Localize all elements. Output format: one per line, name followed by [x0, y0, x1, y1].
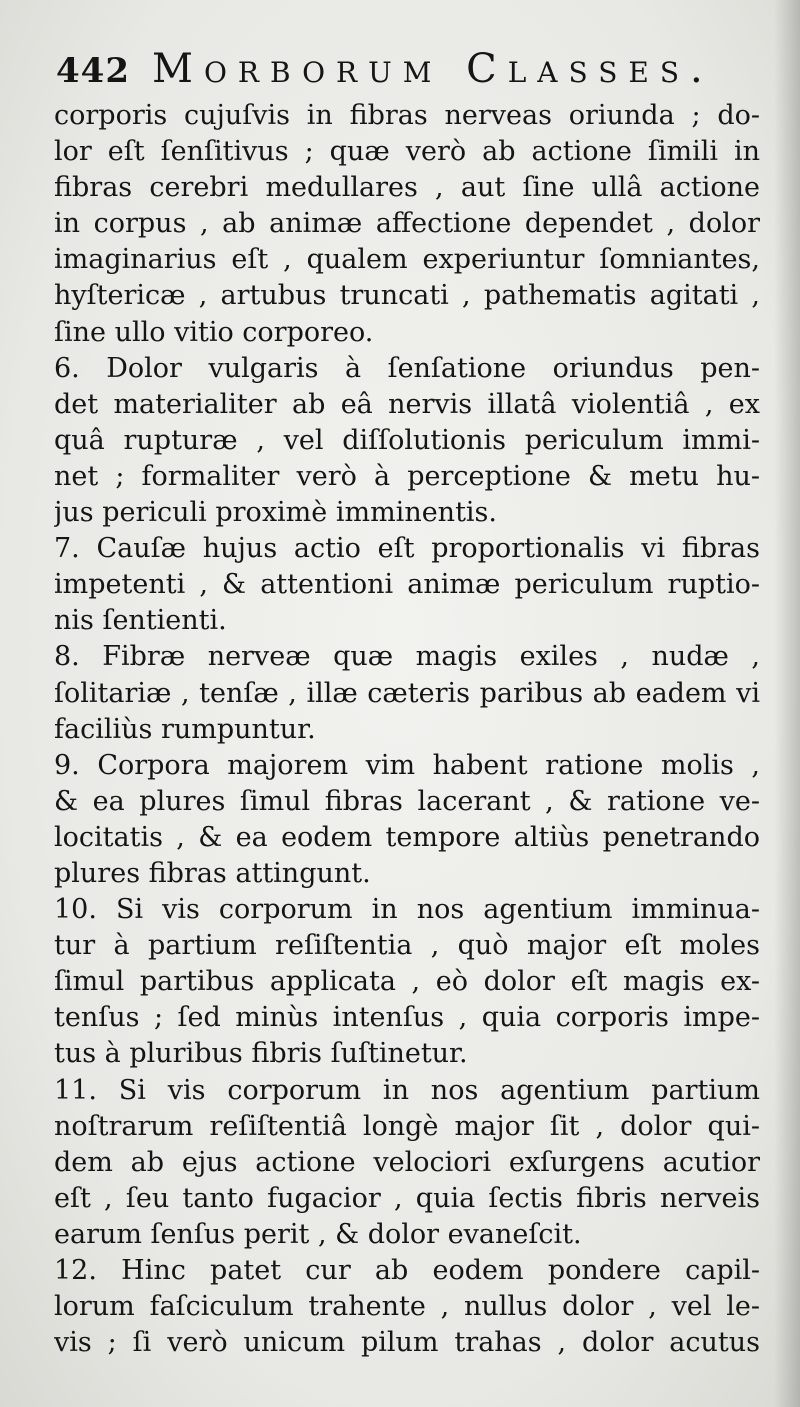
text-line: 6. Dolor vulgaris à ſenſatione oriundus pen-: [54, 352, 760, 384]
text-line: & ea plures ſimul fibras lacerant , & ratione ve-: [54, 785, 760, 817]
page-number: 442: [56, 51, 130, 91]
text-line: corporis cujuſvis in fibras nerveas oriunda ; do-: [54, 100, 760, 131]
text-line: net ; formaliter verò à perceptione & metu hu-: [54, 460, 760, 492]
text-line: impetenti , & attentioni animæ periculum ruptio-: [54, 569, 760, 601]
page-header: [56, 46, 756, 102]
body-text: [54, 98, 760, 1361]
text-line: det materialiter ab eâ nervis illatâ violentiâ , ex: [54, 388, 760, 420]
page-edge-shadow: [774, 0, 800, 1407]
text-line: ſimul partibus applicata , eò dolor eſt magis ex-: [54, 966, 760, 998]
text-line: faciliùs rumpuntur.: [54, 713, 316, 745]
text-line: nis ſentienti.: [54, 605, 227, 637]
text-line: 9. Corpora majorem vim habent ratione molis ,: [54, 749, 760, 781]
text-line: tus à pluribus fibris ſuſtinetur.: [54, 1038, 468, 1070]
text-line: 10. Si vis corporum in nos agentium imminua-: [54, 894, 760, 926]
text-line: tenſus ; ſed minùs intenſus , quia corporis impe-: [54, 1002, 760, 1034]
text-line: hyſtericæ , artubus truncati , pathematis agitati ,: [54, 280, 760, 312]
running-title: Morborum Classes.: [151, 46, 714, 92]
text-line: lorum faſciculum trahente , nullus dolor , vel le-: [54, 1291, 760, 1323]
text-line: noſtrarum reſiſtentiâ longè major ſit , dolor qui-: [54, 1110, 760, 1142]
text-line: lor eſt ſenſitivus ; quæ verò ab actione ſimili in: [54, 136, 760, 168]
text-line: earum ſenſus perit , & dolor evaneſcit.: [54, 1218, 582, 1250]
text-line: imaginarius eſt , qualem experiuntur ſomniantes,: [54, 244, 760, 276]
text-line: in corpus , ab animæ affectione dependet , dolor: [54, 208, 760, 240]
text-line: 8. Fibræ nerveæ quæ magis exiles , nudæ ,: [54, 641, 760, 673]
text-line: dem ab ejus actione velociori exſurgens acutior: [54, 1146, 760, 1178]
text-line: jus periculi proximè imminentis.: [54, 497, 497, 529]
text-line: ſine ullo vitio corporeo.: [54, 316, 374, 348]
text-line: 12. Hinc patet cur ab eodem pondere capil-: [54, 1255, 760, 1286]
text-line: tur à partium reſiſtentia , quò major eſt moles: [54, 930, 760, 962]
text-line: locitatis , & ea eodem tempore altiùs penetrando: [54, 821, 760, 853]
text-line: vis ; ſi verò unicum pilum trahas , dolor acutus: [54, 1327, 760, 1359]
text-line: plures fibras attingunt.: [54, 857, 371, 889]
text-line: fibras cerebri medullares , aut ſine ullâ actione: [54, 172, 760, 204]
text-line: quâ rupturæ , vel diſſolutionis periculum immi-: [54, 424, 760, 456]
text-line: 11. Si vis corporum in nos agentium partium: [54, 1074, 760, 1106]
text-line: eſt , ſeu tanto fugacior , quia ſectis fibris nerveis: [54, 1182, 760, 1214]
text-line: 7. Cauſæ hujus actio eſt proportionalis vi fibras: [54, 533, 760, 565]
text-line: ſolitariæ , tenſæ , illæ cæteris paribus ab eadem vi: [54, 677, 760, 709]
